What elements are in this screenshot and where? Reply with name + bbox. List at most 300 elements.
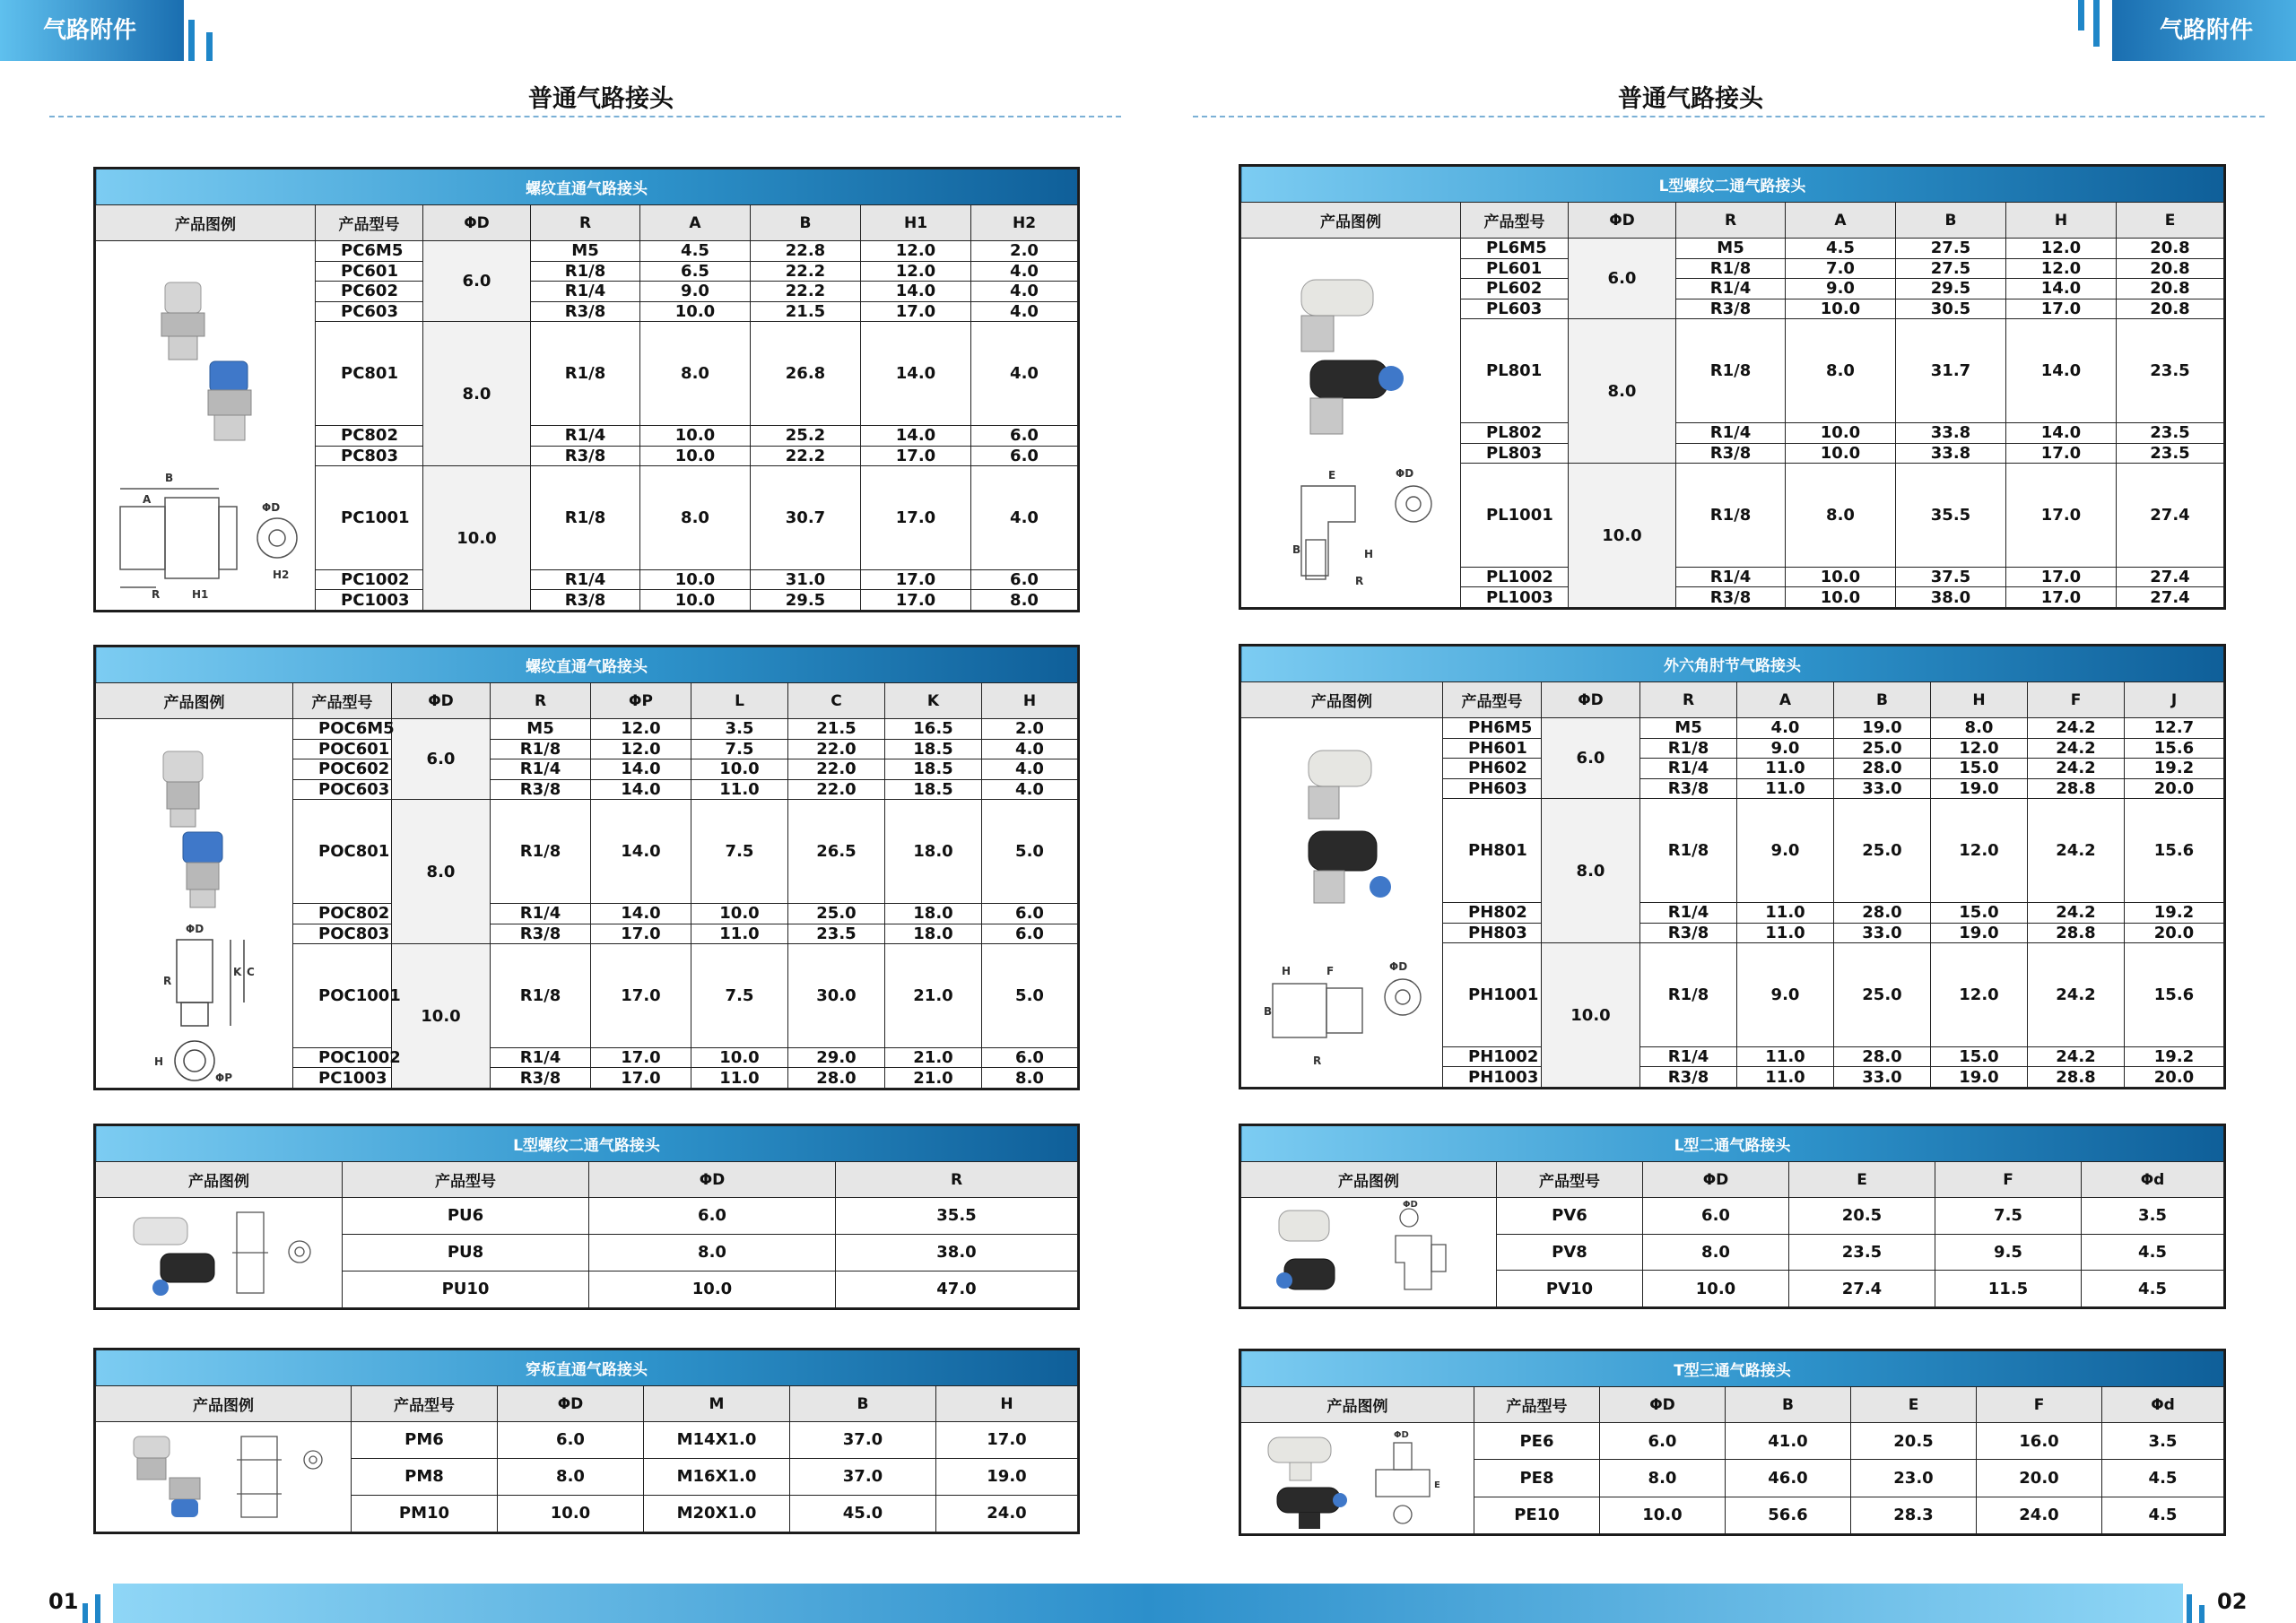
table-cell: R3/8: [531, 301, 640, 322]
table-cell: 11.0: [1737, 902, 1834, 923]
table-cell: M5: [531, 241, 640, 262]
column-header: 产品图例: [96, 1386, 352, 1422]
model-cell: PL803: [1461, 443, 1569, 464]
table-cell: 22.0: [788, 759, 885, 780]
table-pe: [1239, 1349, 2226, 1536]
column-header: ΦD: [589, 1162, 836, 1198]
column-header: ΦD: [423, 205, 531, 241]
model-cell: PC801: [316, 322, 423, 426]
table-cell: 17.0: [591, 944, 691, 1048]
table-cell: R3/8: [531, 590, 640, 611]
table-cell: 12.7: [2125, 718, 2224, 739]
table-cell: 4.5: [2102, 1497, 2224, 1533]
table-cell: 33.0: [1834, 778, 1931, 799]
table-cell: 12.0: [1931, 738, 2028, 759]
table-cell: 20.5: [1851, 1423, 1977, 1460]
model-cell: PL603: [1461, 299, 1569, 319]
column-header: ΦD: [1643, 1162, 1789, 1198]
table-cell: R1/4: [491, 1047, 591, 1068]
svg-text:H: H: [1364, 547, 1374, 560]
table-cell: R1/8: [1676, 319, 1786, 423]
table-cell: M20X1.0: [644, 1495, 790, 1532]
table-cell: 4.0: [971, 282, 1078, 302]
table-cell: 23.0: [1851, 1460, 1977, 1497]
model-cell: PL602: [1461, 279, 1569, 299]
column-header: 产品型号: [1474, 1387, 1600, 1423]
column-header: 产品图例: [1241, 203, 1461, 239]
svg-text:B: B: [1292, 542, 1301, 556]
table-cell: 17.0: [861, 590, 971, 611]
table-cell: 20.0: [2125, 923, 2224, 943]
model-cell: POC601: [293, 739, 392, 759]
table-cell: R1/8: [491, 944, 591, 1048]
table-cell: 20.0: [2125, 1067, 2224, 1088]
diameter-cell: 10.0: [423, 466, 531, 611]
table-cell: 17.0: [2006, 299, 2117, 319]
column-header: J: [2125, 682, 2224, 718]
model-cell: PC602: [316, 282, 423, 302]
table-cell: 9.0: [1737, 738, 1834, 759]
product-image: [96, 1422, 352, 1532]
table-cell: R3/8: [491, 779, 591, 800]
table-cell: 21.0: [885, 1047, 982, 1068]
column-header: ΦD: [1542, 682, 1640, 718]
table-cell: 28.3: [1851, 1497, 1977, 1533]
column-header: Φd: [2102, 1387, 2224, 1423]
table-cell: 12.0: [591, 719, 691, 740]
svg-text:H2: H2: [273, 568, 290, 581]
table-title: 螺纹直通气路接头: [96, 647, 1078, 683]
table-cell: 17.0: [2006, 567, 2117, 587]
table-cell: 6.0: [971, 425, 1078, 446]
table-cell: 6.0: [982, 903, 1078, 924]
table-cell: R3/8: [1640, 778, 1737, 799]
svg-text:R: R: [162, 974, 171, 987]
table-cell: 2.0: [982, 719, 1078, 740]
table-cell: 20.8: [2117, 299, 2224, 319]
column-header: A: [1737, 682, 1834, 718]
table-cell: 14.0: [591, 903, 691, 924]
table-cell: 3.5: [2102, 1423, 2224, 1460]
table-cell: 19.0: [1834, 718, 1931, 739]
table-cell: 38.0: [1896, 587, 2006, 608]
table-cell: 17.0: [861, 466, 971, 570]
table-cell: 20.0: [2125, 778, 2224, 799]
table-cell: 4.5: [1786, 239, 1896, 259]
table-cell: 12.0: [861, 241, 971, 262]
table-cell: M5: [491, 719, 591, 740]
table-cell: 17.0: [2006, 443, 2117, 464]
diameter-cell: 10.0: [392, 944, 491, 1089]
table-cell: 17.0: [861, 301, 971, 322]
table-cell: 12.0: [2006, 258, 2117, 279]
table-cell: R3/8: [1640, 1067, 1737, 1088]
table-cell: 28.8: [2028, 1067, 2125, 1088]
table-cell: R3/8: [531, 446, 640, 466]
table-cell: 17.0: [2006, 587, 2117, 608]
table-cell: R1/4: [491, 759, 591, 780]
table-cell: 23.5: [2117, 319, 2224, 423]
table-cell: R1/4: [491, 903, 591, 924]
table-cell: 21.0: [885, 1068, 982, 1089]
model-cell: PC6M5: [316, 241, 423, 262]
table-cell: 28.0: [788, 1068, 885, 1089]
model-cell: PC1001: [316, 466, 423, 570]
column-header: R: [1640, 682, 1737, 718]
table-cell: 15.0: [1931, 902, 2028, 923]
table-cell: 12.0: [1931, 799, 2028, 903]
svg-text:H1: H1: [192, 587, 209, 601]
table-cell: 6.0: [1600, 1423, 1726, 1460]
column-header: 产品图例: [96, 205, 316, 241]
table-cell: R1/4: [531, 425, 640, 446]
column-header: A: [1786, 203, 1896, 239]
table-cell: 10.0: [691, 759, 788, 780]
table-cell: 8.0: [640, 466, 751, 570]
fitting-illustration: [1248, 244, 1454, 603]
column-header: R: [491, 683, 591, 719]
svg-text:ΦD: ΦD: [1388, 959, 1407, 973]
table-cell: 23.5: [788, 924, 885, 944]
fitting-illustration: [107, 1424, 340, 1530]
table-cell: 20.8: [2117, 239, 2224, 259]
table-cell: 10.0: [691, 903, 788, 924]
model-cell: PH601: [1443, 738, 1542, 759]
table-cell: 8.0: [971, 590, 1078, 611]
header-tab-left: 气路附件: [0, 0, 184, 61]
model-cell: PH1001: [1443, 943, 1542, 1047]
column-header: ΦD: [498, 1386, 644, 1422]
product-image: [1241, 239, 1461, 608]
table-cell: 11.0: [1737, 923, 1834, 943]
table-cell: 14.0: [2006, 319, 2117, 423]
table-cell: R3/8: [1676, 443, 1786, 464]
table-cell: 22.0: [788, 739, 885, 759]
header-tab-right: 气路附件: [2112, 0, 2296, 61]
table-cell: R1/8: [491, 800, 591, 904]
column-header: 产品型号: [1461, 203, 1569, 239]
table-pv: [1239, 1124, 2226, 1309]
column-header: B: [1896, 203, 2006, 239]
table-cell: 20.5: [1789, 1198, 1935, 1235]
table-cell: 10.0: [691, 1047, 788, 1068]
column-header: ΦD: [1600, 1387, 1726, 1423]
table-cell: 31.0: [751, 569, 861, 590]
svg-text:K: K: [232, 965, 241, 978]
column-header: L: [691, 683, 788, 719]
table-cell: 7.5: [691, 944, 788, 1048]
section-title-right: 普通气路接头: [1618, 85, 1763, 113]
model-cell: PM6: [352, 1422, 498, 1459]
svg-text:C: C: [246, 965, 255, 978]
table-cell: 15.0: [1931, 759, 2028, 779]
column-header: 产品图例: [1241, 682, 1443, 718]
page-number-left: 01: [48, 1589, 79, 1614]
table-cell: 10.0: [1600, 1497, 1726, 1533]
table-cell: 22.2: [751, 261, 861, 282]
diameter-cell: 6.0: [1542, 718, 1640, 799]
table-cell: 15.6: [2125, 738, 2224, 759]
model-cell: POC6M5: [293, 719, 392, 740]
table-cell: 10.0: [640, 590, 751, 611]
model-cell: PE8: [1474, 1460, 1600, 1497]
table-pc: [93, 167, 1080, 612]
column-header: C: [788, 683, 885, 719]
table-cell: 10.0: [1786, 422, 1896, 443]
table-cell: 25.0: [788, 903, 885, 924]
table-cell: 5.0: [982, 944, 1078, 1048]
table-cell: 11.0: [691, 779, 788, 800]
table-cell: 4.5: [2082, 1271, 2224, 1307]
table-cell: 29.5: [1896, 279, 2006, 299]
fitting-illustration: [107, 1200, 331, 1306]
model-cell: PU6: [343, 1198, 589, 1235]
table-cell: 26.8: [751, 322, 861, 426]
table-cell: 27.5: [1896, 239, 2006, 259]
table-cell: M5: [1640, 718, 1737, 739]
table-cell: 19.2: [2125, 759, 2224, 779]
model-cell: PC802: [316, 425, 423, 446]
svg-text:A: A: [143, 492, 152, 506]
table-cell: 25.0: [1834, 738, 1931, 759]
table-cell: R3/8: [1640, 923, 1737, 943]
table-cell: 14.0: [591, 759, 691, 780]
product-image: [96, 719, 293, 1089]
table-cell: 45.0: [790, 1495, 936, 1532]
table-cell: 28.8: [2028, 923, 2125, 943]
column-header: H1: [861, 205, 971, 241]
column-header: H: [1931, 682, 2028, 718]
model-cell: PC1003: [316, 590, 423, 611]
table-cell: 35.5: [836, 1198, 1078, 1235]
model-cell: PV6: [1497, 1198, 1643, 1235]
table-cell: R1/4: [1676, 422, 1786, 443]
table-cell: 33.8: [1896, 422, 2006, 443]
svg-text:E: E: [1433, 1480, 1440, 1490]
model-cell: PC803: [316, 446, 423, 466]
table-cell: R1/8: [1640, 799, 1737, 903]
column-header: A: [640, 205, 751, 241]
fitting-illustration: [1246, 724, 1439, 1082]
diameter-cell: 8.0: [1569, 319, 1676, 464]
table-cell: 22.0: [788, 779, 885, 800]
svg-text:ΦD: ΦD: [1396, 466, 1414, 480]
divider: [49, 116, 1121, 117]
section-title-left: 普通气路接头: [528, 85, 674, 113]
table-cell: 21.5: [751, 301, 861, 322]
table-cell: R1/8: [1676, 258, 1786, 279]
table-cell: 33.0: [1834, 923, 1931, 943]
table-cell: R1/4: [1640, 902, 1737, 923]
product-image: [1241, 1198, 1497, 1307]
table-cell: 4.0: [971, 466, 1078, 570]
column-header: 产品型号: [293, 683, 392, 719]
column-header: E: [2117, 203, 2224, 239]
column-header: 产品型号: [343, 1162, 589, 1198]
table-cell: 14.0: [861, 282, 971, 302]
model-cell: POC602: [293, 759, 392, 780]
table-cell: 17.0: [2006, 464, 2117, 568]
table-cell: 8.0: [1600, 1460, 1726, 1497]
table-cell: 7.5: [691, 800, 788, 904]
table-cell: 27.5: [1896, 258, 2006, 279]
diameter-cell: 8.0: [423, 322, 531, 466]
column-header: R: [1676, 203, 1786, 239]
table-cell: 56.6: [1726, 1497, 1851, 1533]
table-cell: 46.0: [1726, 1460, 1851, 1497]
table-cell: 21.5: [788, 719, 885, 740]
column-header: B: [1726, 1387, 1851, 1423]
column-header: E: [1789, 1162, 1935, 1198]
table-cell: 11.0: [691, 924, 788, 944]
table-cell: 3.5: [2082, 1198, 2224, 1235]
table-cell: 17.0: [591, 1047, 691, 1068]
table-cell: 37.0: [790, 1458, 936, 1495]
table-cell: 24.2: [2028, 902, 2125, 923]
table-cell: 18.5: [885, 759, 982, 780]
table-cell: 27.4: [2117, 587, 2224, 608]
table-cell: 4.0: [971, 301, 1078, 322]
table-cell: 31.7: [1896, 319, 2006, 423]
model-cell: PL1001: [1461, 464, 1569, 568]
table-cell: R1/8: [531, 322, 640, 426]
table-cell: 17.0: [591, 924, 691, 944]
column-header: 产品图例: [96, 683, 293, 719]
table-cell: 8.0: [498, 1458, 644, 1495]
table-cell: 12.0: [591, 739, 691, 759]
table-cell: 30.7: [751, 466, 861, 570]
svg-text:ΦP: ΦP: [214, 1071, 232, 1083]
model-cell: PH1002: [1443, 1046, 1542, 1067]
table-cell: 8.0: [1931, 718, 2028, 739]
table-cell: 37.0: [790, 1422, 936, 1459]
table-cell: 33.0: [1834, 1067, 1931, 1088]
table-cell: 4.5: [2102, 1460, 2224, 1497]
table-cell: 29.0: [788, 1047, 885, 1068]
table-cell: 14.0: [861, 322, 971, 426]
table-cell: 10.0: [1643, 1271, 1789, 1307]
table-cell: 27.4: [2117, 464, 2224, 568]
table-cell: 10.0: [1786, 299, 1896, 319]
table-cell: 24.0: [1977, 1497, 2102, 1533]
table-cell: 9.0: [1737, 799, 1834, 903]
table-cell: 9.5: [1935, 1234, 2082, 1271]
table-cell: 25.0: [1834, 799, 1931, 903]
table-cell: 11.0: [1737, 778, 1834, 799]
table-cell: R1/8: [1640, 738, 1737, 759]
table-cell: 19.0: [936, 1458, 1078, 1495]
table-cell: R1/4: [1640, 1046, 1737, 1067]
fitting-illustration: [1250, 1425, 1465, 1532]
table-cell: M16X1.0: [644, 1458, 790, 1495]
table-cell: 27.4: [1789, 1271, 1935, 1307]
column-header: ΦP: [591, 683, 691, 719]
table-cell: 30.5: [1896, 299, 2006, 319]
product-image: [96, 1198, 343, 1308]
table-cell: 8.0: [1786, 464, 1896, 568]
table-cell: 20.8: [2117, 279, 2224, 299]
svg-text:R: R: [1355, 574, 1364, 587]
column-header: H2: [971, 205, 1078, 241]
table-title: T型三通气路接头: [1241, 1351, 2224, 1387]
column-header: F: [1977, 1387, 2102, 1423]
table-cell: 15.6: [2125, 799, 2224, 903]
diameter-cell: 8.0: [392, 800, 491, 944]
table-cell: R1/4: [531, 569, 640, 590]
page-number-right: 02: [2217, 1589, 2248, 1614]
column-header: R: [531, 205, 640, 241]
table-cell: 7.5: [691, 739, 788, 759]
svg-text:B: B: [165, 471, 174, 484]
diameter-cell: 10.0: [1542, 943, 1640, 1088]
table-pu: [93, 1124, 1080, 1310]
accent-bar: [206, 32, 213, 61]
table-cell: 24.2: [2028, 943, 2125, 1047]
table-cell: R3/8: [1676, 299, 1786, 319]
table-cell: R1/8: [531, 261, 640, 282]
model-cell: PL1003: [1461, 587, 1569, 608]
table-cell: 26.5: [788, 800, 885, 904]
table-cell: 7.5: [1935, 1198, 2082, 1235]
svg-text:F: F: [1326, 964, 1334, 977]
product-image: [1241, 718, 1443, 1088]
table-cell: 4.0: [971, 261, 1078, 282]
table-cell: 29.5: [751, 590, 861, 611]
table-cell: 12.0: [2006, 239, 2117, 259]
column-header: M: [644, 1386, 790, 1422]
fitting-illustration: [100, 725, 289, 1083]
table-cell: 16.0: [1977, 1423, 2102, 1460]
svg-text:ΦD: ΦD: [1403, 1199, 1418, 1210]
table-poc: [93, 645, 1080, 1090]
table-cell: 4.0: [982, 739, 1078, 759]
table-cell: 24.2: [2028, 718, 2125, 739]
model-cell: PH603: [1443, 778, 1542, 799]
table-title: 外六角肘节气路接头: [1241, 647, 2224, 682]
column-header: 产品图例: [1241, 1162, 1497, 1198]
table-cell: 10.0: [640, 425, 751, 446]
table-cell: 30.0: [788, 944, 885, 1048]
table-cell: 14.0: [591, 779, 691, 800]
table-cell: 28.0: [1834, 759, 1931, 779]
table-cell: R1/8: [531, 466, 640, 570]
table-cell: 10.0: [1786, 587, 1896, 608]
model-cell: PH6M5: [1443, 718, 1542, 739]
table-cell: 35.5: [1896, 464, 2006, 568]
table-title: 穿板直通气路接头: [96, 1350, 1078, 1386]
table-cell: 19.2: [2125, 1046, 2224, 1067]
model-cell: POC801: [293, 800, 392, 904]
model-cell: PU10: [343, 1271, 589, 1307]
table-cell: 8.0: [589, 1234, 836, 1271]
table-cell: 4.0: [1737, 718, 1834, 739]
table-pl: [1239, 164, 2226, 610]
model-cell: PL1002: [1461, 567, 1569, 587]
model-cell: PE10: [1474, 1497, 1600, 1533]
table-cell: 8.0: [640, 322, 751, 426]
table-cell: M14X1.0: [644, 1422, 790, 1459]
table-cell: 18.0: [885, 800, 982, 904]
table-cell: 11.0: [1737, 1046, 1834, 1067]
model-cell: PU8: [343, 1234, 589, 1271]
table-cell: 15.0: [1931, 1046, 2028, 1067]
accent-bar: [188, 20, 195, 61]
table-cell: 24.2: [2028, 1046, 2125, 1067]
accent-bar: [2199, 1605, 2205, 1623]
table-cell: 14.0: [861, 425, 971, 446]
table-cell: 18.5: [885, 779, 982, 800]
model-cell: PM10: [352, 1495, 498, 1532]
